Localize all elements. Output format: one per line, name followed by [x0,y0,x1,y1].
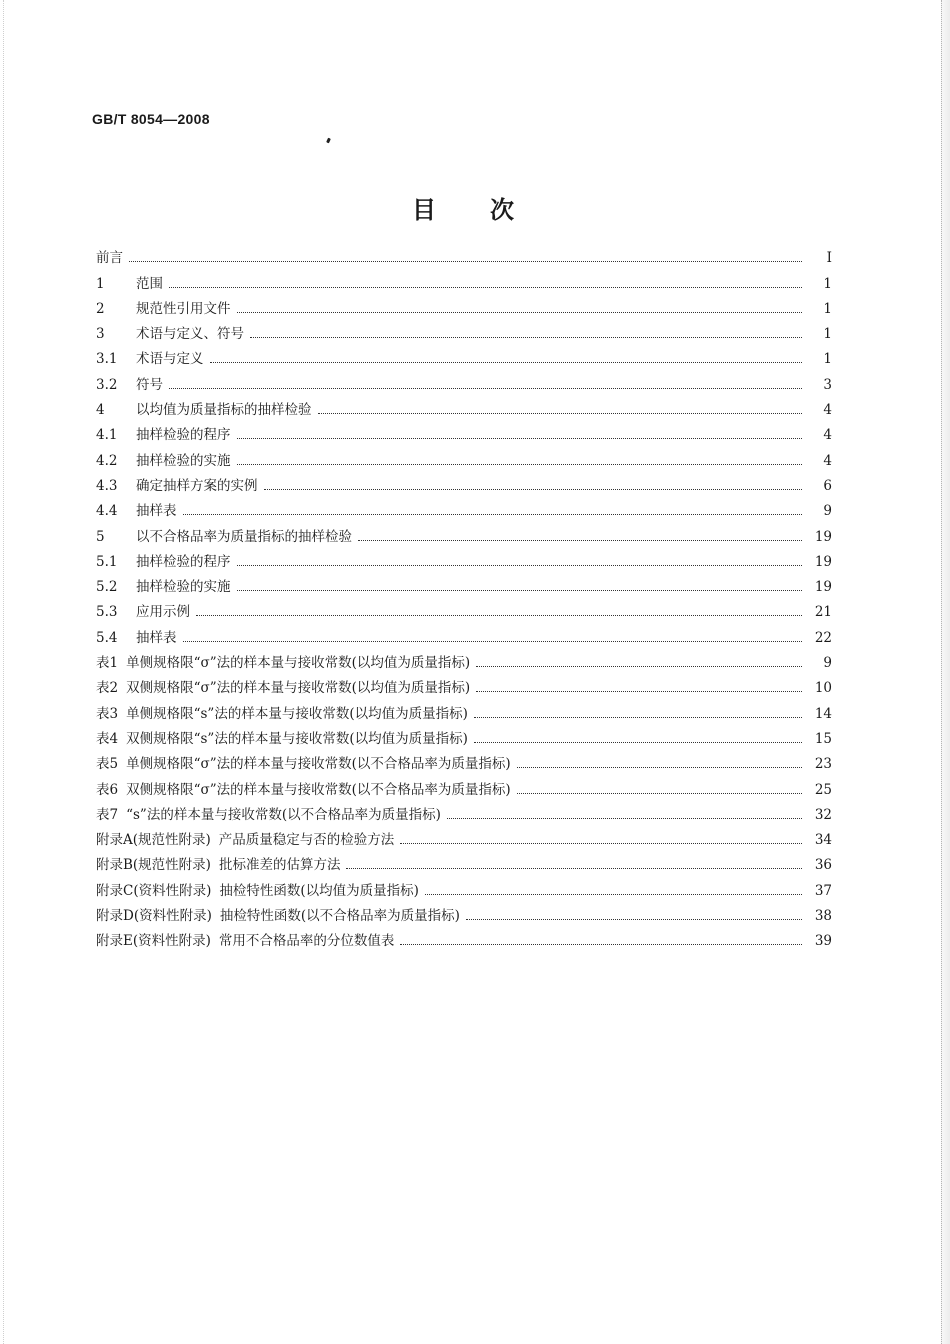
toc-entry-label: 术语与定义、符号 [136,326,244,343]
toc-dot-leader [264,489,803,490]
toc-entry-page: 1 [823,326,832,343]
toc-entry[interactable] [96,519,832,544]
toc-entry-label: 术语与定义 [136,351,204,368]
toc-title: 目次 [412,196,568,224]
toc-dot-leader [183,514,803,515]
toc-entry-label: 抽样检验的程序 [136,427,231,444]
toc-entry-page: 4 [823,427,832,444]
toc-entry-label: 确定抽样方案的实例 [136,477,258,494]
toc-dot-leader [474,717,802,718]
toc-entry-page: 1 [823,300,832,317]
toc-entry-number: 1 [96,275,105,292]
toc-dot-leader [237,590,803,591]
toc-entry-page: 37 [814,882,832,899]
toc-entry-number: 表4 [96,730,119,747]
toc-entry-number: 5.3 [96,604,118,621]
toc-entry-page: 32 [814,806,832,823]
scan-edge-right [941,0,950,1344]
toc-entry-label: 前言 [96,250,123,267]
toc-dot-leader [129,261,802,262]
toc-entry-page: 25 [814,781,832,798]
toc-entry-page: 15 [814,730,832,747]
toc-entry[interactable] [96,595,832,620]
toc-entry-label: 应用示例 [136,604,190,621]
toc-entry-label: 抽检特性函数(以不合格品率为质量指标) [219,908,460,925]
toc-dot-leader [447,818,802,819]
toc-entry-number: 5.2 [96,579,118,596]
toc-entry-number: 4.4 [96,503,118,520]
toc-entry-number: 2 [96,300,105,317]
toc-entry[interactable] [96,342,832,367]
toc-entry-page: 6 [823,477,832,494]
toc-entry[interactable] [96,266,832,291]
toc-entry-label: 抽样表 [136,503,177,520]
toc-entry-number: 表3 [96,705,119,722]
toc-dot-leader [237,565,803,566]
toc-entry-page: 9 [823,503,832,520]
toc-entry-label: 单侧规格限“σ”法的样本量与接收常数(以均值为质量指标) [126,655,471,672]
toc-entry[interactable] [96,620,832,645]
toc-entry-page: 4 [823,402,832,419]
toc-entry-number: 3 [96,326,105,343]
toc-dot-leader [517,793,802,794]
toc-entry[interactable] [96,367,832,392]
toc-entry-number: 表6 [96,781,119,798]
toc-entry[interactable] [96,292,832,317]
toc-entry-number: 3.1 [96,351,118,368]
toc-entry[interactable] [96,570,832,595]
toc-entry[interactable] [96,772,832,797]
toc-entry-page: 3 [823,376,832,393]
toc-entry-page: 36 [814,857,832,874]
toc-dot-leader [237,438,803,439]
toc-entry-page: 1 [823,275,832,292]
toc-entry[interactable] [96,848,832,873]
scan-edge-left [0,0,4,1344]
toc-entry-number: 4.2 [96,452,118,469]
toc-entry[interactable] [96,418,832,443]
toc-entry-number: 5.1 [96,553,118,570]
toc-entry-label: 双侧规格限“σ”法的样本量与接收常数(以均值为质量指标) [126,680,471,697]
toc-entry-number: 5 [96,528,105,545]
toc-entry-label: 产品质量稳定与否的检验方法 [218,832,395,849]
toc-entry-number: 3.2 [96,376,118,393]
toc-dot-leader [476,666,802,667]
toc-dot-leader [400,944,802,945]
toc-entry-page: 34 [814,832,832,849]
toc-entry-label: 常用不合格品率的分位数值表 [218,933,395,950]
toc-dot-leader [517,767,802,768]
toc-dot-leader [210,362,803,363]
toc-entry-page: 1 [823,351,832,368]
toc-entry[interactable] [96,798,832,823]
toc-entry-label: 抽检特性函数(以均值为质量指标) [219,882,419,899]
toc-entry-page: 22 [814,629,832,646]
toc-entry-number: 附录D(资料性附录) [96,908,212,925]
scan-speck [326,138,331,144]
toc-entry-number: 附录B(规范性附录) [96,857,211,874]
toc-dot-leader [425,894,802,895]
toc-entry-label: 双侧规格限“s”法的样本量与接收常数(以均值为质量指标) [126,730,468,747]
toc-entry-page: 4 [823,452,832,469]
toc-dot-leader [358,540,802,541]
toc-entry-number: 表1 [96,655,119,672]
toc-entry-page: 19 [814,553,832,570]
toc-entry-number: 表7 [96,806,119,823]
toc-entry-page: Ⅰ [826,250,832,267]
toc-dot-leader [318,413,803,414]
toc-entry[interactable] [96,443,832,468]
toc-entry-label: 抽样检验的实施 [136,452,231,469]
toc-dot-leader [250,337,802,338]
toc-entry-number: 5.4 [96,629,118,646]
toc-entry-label: 符号 [136,376,163,393]
toc-entry-label: “s”法的样本量与接收常数(以不合格品率为质量指标) [126,806,441,823]
toc-dot-leader [183,641,803,642]
toc-entry-label: 双侧规格限“σ”法的样本量与接收常数(以不合格品率为质量指标) [126,781,511,798]
toc-entry-number: 附录E(资料性附录) [96,933,211,950]
toc-entry[interactable] [96,823,832,848]
toc-entry-number: 4 [96,402,105,419]
toc-dot-leader [237,312,803,313]
toc-entry[interactable] [96,899,832,924]
toc-dot-leader [237,464,803,465]
toc-entry-label: 批标准差的估算方法 [218,857,341,874]
toc-entry[interactable] [96,469,832,494]
toc-dot-leader [346,868,802,869]
toc-entry-label: 抽样表 [136,629,177,646]
toc-dot-leader [196,615,802,616]
toc-dot-leader [169,388,802,389]
toc-entry-label: 抽样检验的程序 [136,553,231,570]
toc-entry-page: 10 [814,680,832,697]
toc-entry[interactable] [96,671,832,696]
toc-entry[interactable] [96,722,832,747]
toc-entry-number: 表5 [96,756,119,773]
toc-entry[interactable] [96,317,832,342]
toc-entry[interactable] [96,494,832,519]
toc-entry[interactable] [96,747,832,772]
toc-dot-leader [400,843,802,844]
toc-entry-page: 19 [814,528,832,545]
toc-entry-label: 以不合格品率为质量指标的抽样检验 [136,528,352,545]
toc-entry-page: 38 [814,908,832,925]
toc-entry-label: 以均值为质量指标的抽样检验 [136,402,312,419]
toc-dot-leader [466,919,802,920]
toc-entry[interactable] [96,545,832,570]
toc-entry-number: 附录C(资料性附录) [96,882,212,899]
toc-entry-page: 21 [814,604,832,621]
toc-entry-label: 单侧规格限“σ”法的样本量与接收常数(以不合格品率为质量指标) [126,756,511,773]
toc-entry[interactable] [96,241,832,266]
toc-entry-page: 14 [814,705,832,722]
standard-number: GB/T 8054—2008 [92,111,210,127]
toc-list [96,241,832,949]
toc-entry-number: 表2 [96,680,119,697]
toc-entry-label: 范围 [136,275,163,292]
toc-entry[interactable] [96,873,832,898]
toc-entry-page: 19 [814,579,832,596]
toc-entry-label: 抽样检验的实施 [136,579,231,596]
toc-entry-number: 4.3 [96,477,118,494]
toc-entry[interactable] [96,696,832,721]
toc-entry-label: 规范性引用文件 [136,300,231,317]
toc-entry-page: 9 [823,655,832,672]
toc-entry-label: 单侧规格限“s”法的样本量与接收常数(以均值为质量指标) [126,705,468,722]
toc-entry[interactable] [96,924,832,949]
toc-entry-number: 4.1 [96,427,118,444]
toc-entry-page: 23 [814,756,832,773]
toc-entry-number: 附录A(规范性附录) [96,832,211,849]
toc-entry-page: 39 [814,933,832,950]
toc-dot-leader [169,287,802,288]
toc-entry[interactable] [96,393,832,418]
toc-entry[interactable] [96,646,832,671]
toc-dot-leader [476,691,802,692]
toc-dot-leader [474,742,802,743]
